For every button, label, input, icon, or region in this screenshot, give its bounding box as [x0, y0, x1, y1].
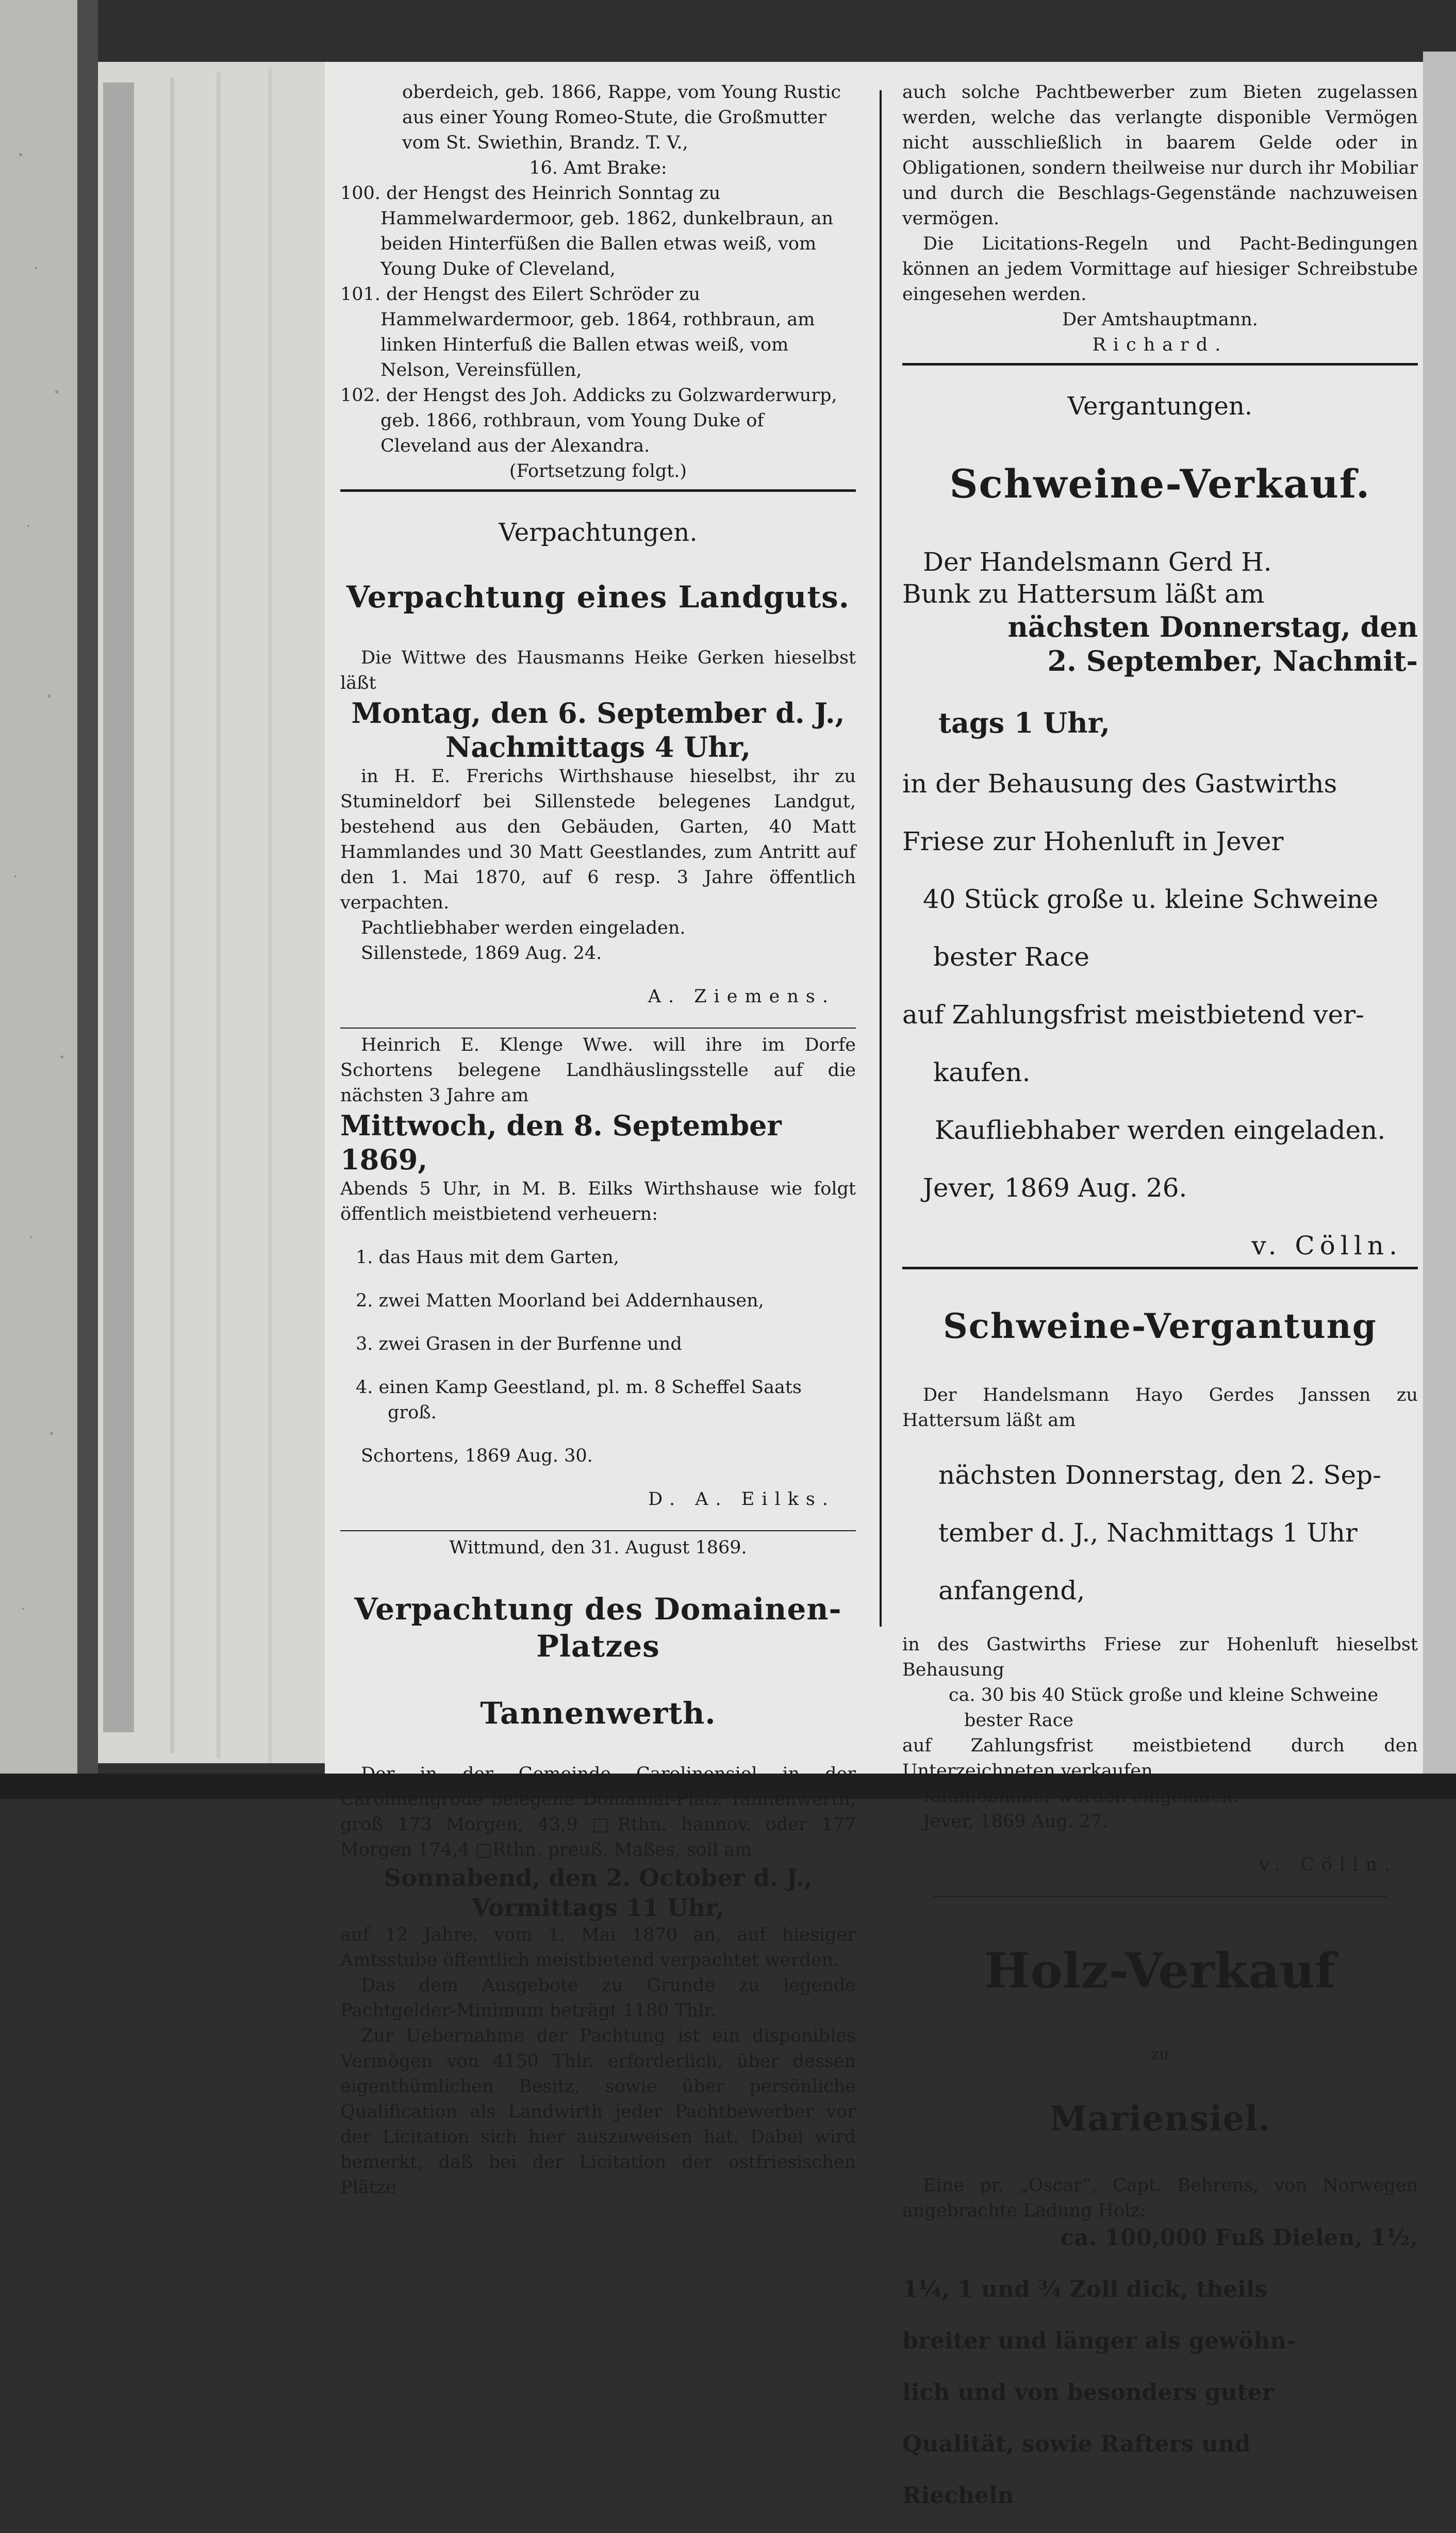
ad2-body: Abends 5 Uhr, in M. B. Eilks Wirthshause wie folgt öffentlich meistbietend verheuern: [340, 1179, 856, 1224]
entry-number: 101. [340, 284, 380, 305]
ad-divider [340, 1530, 856, 1531]
entry-101 [340, 282, 856, 383]
cont-paragraph-2: Die Licitations-Regeln und Pacht-Bedingungen können an jedem Vormittage auf hiesiger Schreibstube eingesehen werden. [902, 234, 1418, 305]
ad4-place: Jever, 1869 Aug. 26. [923, 1173, 1187, 1203]
ad4-line9: bester Race [933, 942, 1089, 972]
ad6-line6: Riecheln [902, 2482, 1014, 2509]
ad-divider [933, 1896, 1387, 1897]
ad6-zu: zu [1151, 2045, 1169, 2063]
ad3-body3: Das dem Ausgebote zu Grunde zu legende Pachtgelder-Minimum beträgt 1180 Thlr. [340, 1975, 856, 2021]
section-rule [902, 363, 1418, 366]
list-item: 1. das Haus mit dem Garten, [356, 1247, 619, 1268]
ad1-invite: Pachtliebhaber werden eingeladen. [361, 918, 686, 938]
ad3-body1: Der in der Gemeinde Carolinensiel in der Carolinengrode belegene Domanial-Platz Tannenwerth, groß 173 Morgen, 43,9 □Rthn. hannov. oder 177 Morgen 174,4 □Rthn. preuß. Maßes, soll am [340, 1764, 856, 1860]
ad6-line4: lich und von besonders guter [902, 2379, 1274, 2406]
ad4-invite: Kaufliebhaber werden eingeladen. [934, 1115, 1386, 1145]
entry-100 [340, 181, 856, 282]
section-heading-verpachtungen: Verpachtungen. [499, 518, 698, 547]
board-cover [0, 0, 88, 1799]
ad3-date1: Sonnabend, den 2. October d. J., [384, 1864, 813, 1892]
ad5-place: Jever, 1869 Aug. 27. [923, 1811, 1108, 1832]
cont-paragraph: auch solche Pachtbewerber zum Bieten zugelassen werden, welche das verlangte disponible Vermögen nicht ausschließlich in baarem Gelde oder in Obligationen, sondern theilweise nur durch ihr Mobiliar und durch die Beschlags-Gegenstände nachzuweisen vermögen. [902, 82, 1418, 229]
ad1-date1: Montag, den 6. September d. J., [351, 697, 845, 730]
ad5-invite: Kaufliebhaber werden eingeladen. [923, 1786, 1239, 1807]
authority-title: Der Amtshauptmann. [1062, 309, 1258, 330]
ad2-intro: Heinrich E. Klenge Wwe. will ihre im Dorfe Schortens belegene Landhäuslingsstelle auf die nächsten 3 Jahre am [340, 1035, 856, 1106]
ad3-title-line2: Tannenwerth. [480, 1696, 716, 1731]
ad5-goods1: ca. 30 bis 40 Stück große und kleine Schweine [949, 1685, 1379, 1706]
cont-line-3: vom St. Swiethin, Brandz. T. V., [402, 133, 688, 153]
ad3-body2: auf 12 Jahre, vom 1. Mai 1870 an, auf hiesiger Amtsstube öffentlich meistbietend verpachtet werden. [340, 1925, 856, 1971]
ad6-intro: Eine pr. „Oscar“, Capt. Behrens, von Norwegen angebrachte Ladung Holz: [902, 2175, 1418, 2221]
ad1-body: in H. E. Frerichs Wirthshause hieselbst, ihr zu Stumineldorf bei Sillenstede belegenes Landgut, bestehend aus den Gebäuden, Garten, 40 Matt Hammlandes und 30 Matt Geestlandes, zum Antritt auf den 1. Mai 1870, auf 6 resp. 3 Jahre öffentlich verpachten. [340, 766, 856, 913]
ad1-intro: Die Wittwe des Hausmanns Heike Gerken hieselbst läßt [340, 648, 856, 693]
ad6-line1: ca. 100,000 Fuß Dielen, 1½, [1060, 2225, 1418, 2251]
left-column [340, 80, 856, 2200]
ad4-line11: kaufen. [933, 1057, 1031, 1087]
entry-number: 102. [340, 385, 380, 406]
ad1-signature: A. Ziemens. [648, 986, 835, 1007]
ad2-place: Schortens, 1869 Aug. 30. [361, 1446, 593, 1466]
cont-line-2: aus einer Young Romeo-Stute, die Großmutter [402, 107, 826, 128]
ad3-dateline: Wittmund, den 31. August 1869. [449, 1537, 747, 1558]
ad4-line1: Der Handelsmann Gerd H. [923, 547, 1272, 577]
ad4-line4: 2. September, Nachmit- [1047, 644, 1418, 677]
ad3-title-line1: Verpachtung des Domainen-Platzes [354, 1592, 842, 1664]
ad4-line7: Friese zur Hohenluft in Jever [902, 826, 1284, 856]
ad4-line10: auf Zahlungsfrist meistbietend ver- [902, 1000, 1365, 1030]
column-divider [880, 90, 882, 1627]
ad4-signature: v. Cölln. [1251, 1231, 1402, 1261]
authority-name: Richard. [1092, 335, 1228, 355]
section-rule [340, 489, 856, 492]
ad5-date1: nächsten Donnerstag, den 2. Sep- [938, 1460, 1382, 1490]
ad5-date2: tember d. J., Nachmittags 1 Uhr [938, 1518, 1358, 1548]
ad3-date2: Vormittags 11 Uhr, [472, 1894, 724, 1922]
ad4-line5: tags 1 Uhr, [938, 706, 1110, 739]
ad5-body: in des Gastwirths Friese zur Hohenluft hieselbst Behausung [902, 1634, 1418, 1680]
ad5-body2: auf Zahlungsfrist meistbietend durch den Unterzeichneten verkaufen. [902, 1735, 1418, 1781]
section-heading-vergantungen: Vergantungen. [1067, 392, 1253, 421]
ad1-date2: Nachmittags 4 Uhr, [445, 731, 751, 764]
cont-line-1: oberdeich, geb. 1866, Rappe, vom Young Rustic [402, 82, 841, 103]
entry-text: der Hengst des Joh. Addicks zu Golzwarderwurp, geb. 1866, rothbraun, vom Young Duke of Cleveland aus der Alexandra. [380, 385, 837, 456]
ad5-intro: Der Handelsmann Hayo Gerdes Janssen zu Hattersum läßt am [902, 1385, 1418, 1431]
ad2-item-list [340, 1245, 856, 1426]
ad3-body4: Zur Uebernahme der Pachtung ist ein disponibles Vermögen von 4150 Thlr. erforderlich, über dessen eigenthümlichen Besitz, sowie über persönliche Qualification als Landwirth jeder Pachtbewerber vor der Licitation sich hier auszuweisen hat. Dabei wird bemerkt, daß bei der Licitation der ostfriesischen Plätze [340, 2026, 856, 2198]
list-item: 3. zwei Grasen in der Burfenne und [356, 1334, 682, 1354]
amt-heading: 16. Amt Brake: [529, 158, 667, 178]
ad5-title: Schweine-Vergantung [943, 1306, 1377, 1346]
ad1-place: Sillenstede, 1869 Aug. 24. [361, 943, 602, 964]
entry-102 [340, 383, 856, 459]
list-item: 4. einen Kamp Geestland, pl. m. 8 Scheffel Saats groß. [356, 1377, 802, 1423]
ad-divider [902, 1267, 1418, 1269]
ad6-title: Holz-Verkauf [984, 1943, 1336, 1999]
ad6-place-title: Mariensiel. [1049, 2098, 1271, 2139]
ad5-signature: v. Cölln. [1259, 1855, 1397, 1875]
ad4-title: Schweine-Verkauf. [949, 461, 1371, 507]
entry-text: der Hengst des Eilert Schröder zu Hammelwardermoor, geb. 1864, rothbraun, am linken Hinterfuß die Ballen etwas weiß, vom Nelson, Vereinsfüllen, [380, 284, 815, 380]
newspaper-page [320, 64, 1438, 2509]
ad4-line6: in der Behausung des Gastwirths [902, 769, 1337, 799]
entry-text: der Hengst des Heinrich Sonntag zu Hammelwardermoor, geb. 1862, dunkelbraun, an beiden Hinterfüßen die Ballen etwas weiß, vom Young Duke of Cleveland, [380, 183, 833, 279]
ad6-line5: Qualität, sowie Rafters und [902, 2431, 1251, 2457]
ad4-line3: nächsten Donnerstag, den [1007, 610, 1418, 643]
entry-number: 100. [340, 183, 380, 204]
ad5-goods2: bester Race [964, 1710, 1074, 1731]
ad4-line8: 40 Stück große u. kleine Schweine [923, 884, 1379, 914]
ad-divider [340, 1028, 856, 1029]
ad4-line2: Bunk zu Hattersum läßt am [902, 579, 1265, 609]
ad5-date3: anfangend, [938, 1576, 1085, 1605]
ad6-line3: breiter und länger als gewöhn- [902, 2328, 1296, 2354]
ad6-line2: 1¼, 1 und ¾ Zoll dick, theils [902, 2276, 1268, 2303]
ad2-date: Mittwoch, den 8. September 1869, [340, 1109, 782, 1176]
right-column [902, 80, 1418, 2533]
ad2-signature: D. A. Eilks. [648, 1489, 835, 1510]
list-item: 2. zwei Matten Moorland bei Addernhausen, [356, 1290, 764, 1311]
ad1-title: Verpachtung eines Landguts. [346, 580, 850, 615]
continued-note: (Fortsetzung folgt.) [509, 461, 687, 482]
